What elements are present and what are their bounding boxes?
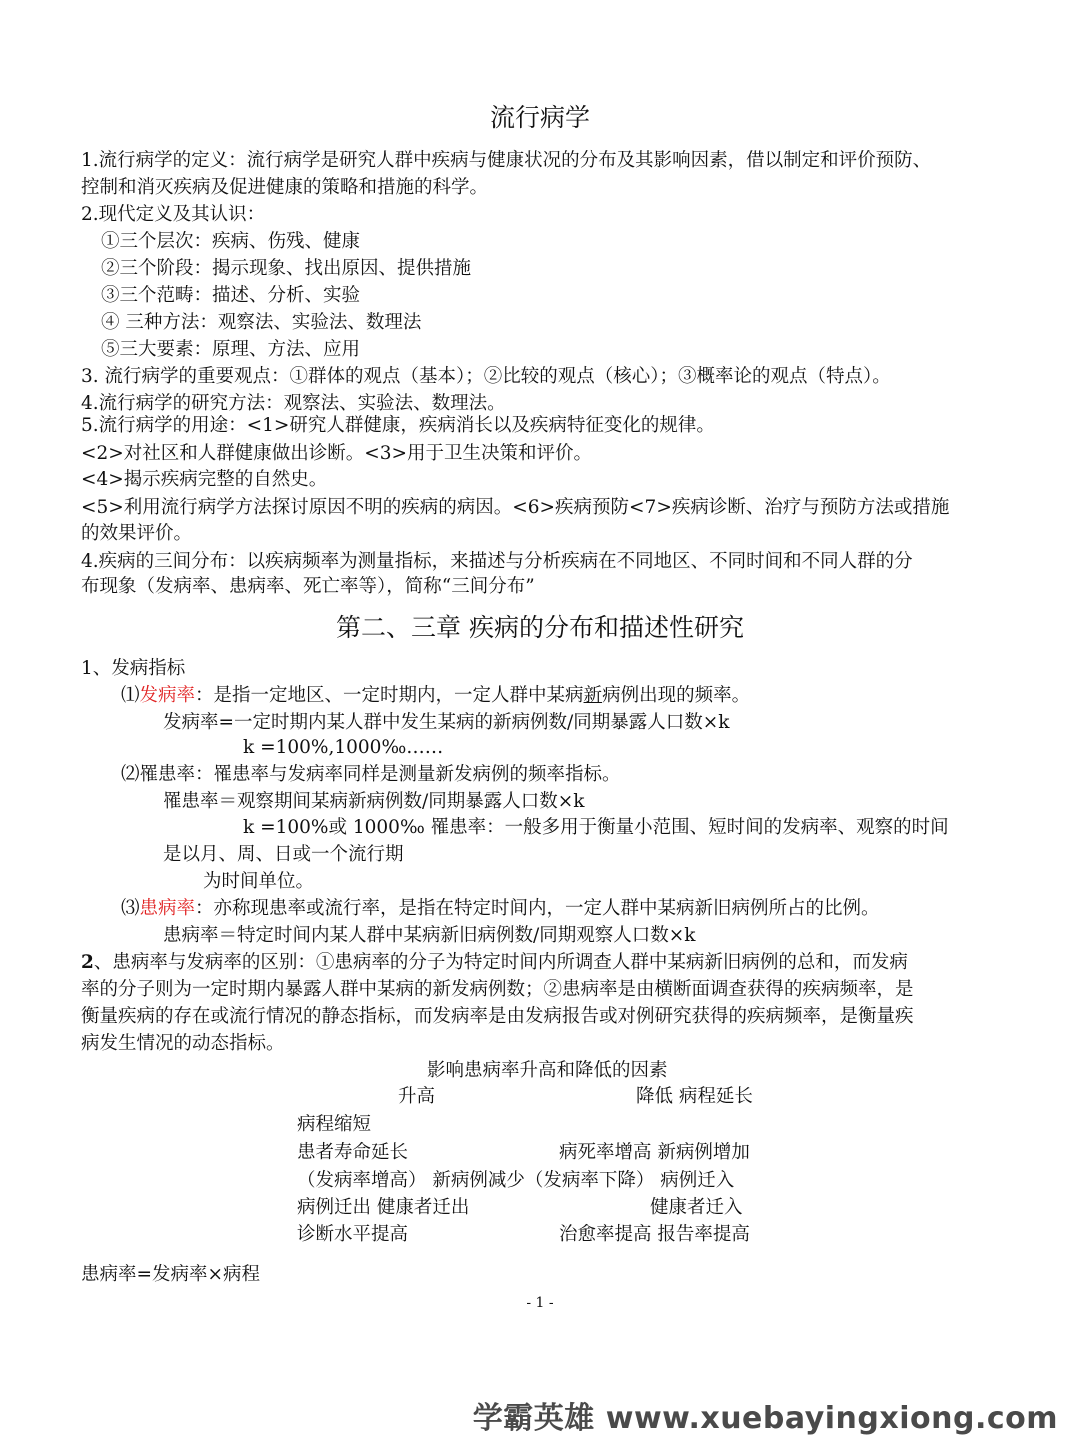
paragraph-difference-3: 衡量疾病的存在或流行情况的静态指标，而发病率是由发病报告或对例研究获得的疾病频率，是衡量疾	[81, 1006, 914, 1027]
paragraph-uses-4: <5>利用流行病学方法探讨原因不明的疾病的病因。<6>疾病预防<7>疾病诊断、治疗与预防方法或措施	[81, 497, 950, 518]
incidence-k: k =100%,1000‰……	[243, 737, 444, 758]
paragraph-distribution-cont: 布现象（发病率、患病率、死亡率等），简称“三间分布”	[81, 576, 535, 597]
attack-rate-unit: 为时间单位。	[203, 871, 315, 892]
prevalence-formula: 患病率＝特定时间内某人群中某病新旧病例数/同期观察人口数×k	[163, 925, 696, 946]
paragraph-uses-2: <2>对社区和人群健康做出诊断。<3>用于卫生决策和评价。	[81, 443, 593, 464]
paragraph-difference-4: 病发生情况的动态指标。	[81, 1033, 285, 1054]
page-title: 流行病学	[489, 103, 590, 132]
attack-rate-definition: ⑵罹患率：罹患率与发病率同样是测量新发病例的频率指标。	[121, 764, 621, 785]
paragraph-definition-cont: 控制和消灭疾病及促进健康的策略和措施的科学。	[81, 177, 489, 198]
prevalence-definition	[121, 896, 880, 922]
factor-item: 病死率增高 新病例增加	[559, 1142, 750, 1163]
factors-header-up: 升高	[398, 1086, 436, 1107]
relation-formula: 患病率=发病率×病程	[81, 1264, 261, 1285]
incidence-definition	[121, 683, 750, 709]
attack-rate-formula: 罹患率＝观察期间某病新病例数/同期暴露人口数×k	[163, 791, 585, 812]
paragraph-distribution: 4.疾病的三间分布：以疾病频率为测量指标，来描述与分析疾病在不同地区、不同时间和不同人群的分	[81, 551, 913, 572]
term-incidence: 发病率	[139, 685, 196, 706]
page-number: - 1 -	[526, 1295, 554, 1311]
list-item: ⑤三大要素：原理、方法、应用	[101, 339, 361, 360]
list-item: ②三个阶段：揭示现象、找出原因、提供措施	[101, 258, 472, 279]
chapter-title: 第二、三章 疾病的分布和描述性研究	[336, 613, 744, 642]
list-marker: ⑴	[121, 685, 140, 706]
factor-item: 病程缩短	[297, 1114, 372, 1135]
heading-incidence-indicators: 1、发病指标	[81, 658, 186, 679]
paragraph-definition: 1.流行病学的定义：流行病学是研究人群中疾病与健康状况的分布及其影响因素，借以制定和评价预防、	[81, 150, 932, 171]
factor-item: 病例迁出 健康者迁出	[297, 1197, 470, 1218]
attack-rate-cont: 是以月、周、日或一个流行期	[163, 844, 404, 865]
definition-text: ：亦称现患率或流行率，是指在特定时间内，一定人群中某病新旧病例所占的比例。	[195, 898, 880, 919]
paragraph-uses-5: 的效果评价。	[81, 523, 193, 544]
definition-text: ：是指一定地区、一定时期内，一定人群中某病	[195, 685, 584, 706]
section-number: 2	[81, 952, 94, 973]
factor-item: 患者寿命延长	[297, 1142, 409, 1163]
watermark: 学霸英雄 www.xuebayingxiong.com	[472, 1401, 1058, 1436]
factor-item: （发病率增高） 新病例减少（发病率下降） 病例迁入	[297, 1170, 735, 1191]
incidence-formula: 发病率=一定时期内某人群中发生某病的新病例数/同期暴露人口数×k	[163, 712, 730, 733]
paragraph-uses-3: <4>揭示疾病完整的自然史。	[81, 469, 328, 490]
factor-item: 健康者迁入	[650, 1197, 743, 1218]
list-marker: ⑶	[121, 898, 140, 919]
definition-text: 病例出现的频率。	[602, 685, 751, 706]
factor-item: 诊断水平提高	[297, 1224, 409, 1245]
paragraph-difference-2: 率的分子则为一定时期内暴露人群中某病的新发病例数；②患病率是由横断面调查获得的疾病频率，是	[81, 979, 914, 1000]
underlined-word: 新	[583, 685, 603, 706]
factors-header-down: 降低 病程延长	[636, 1086, 753, 1107]
difference-text: 、患病率与发病率的区别：①患病率的分子为特定时间内所调查人群中某病新旧病例的总和，而发病	[93, 952, 908, 973]
paragraph-viewpoints: 3. 流行病学的重要观点：①群体的观点（基本）；②比较的观点（核心）；③概率论的观点（特点）。	[81, 366, 891, 387]
term-prevalence: 患病率	[139, 898, 196, 919]
paragraph-methods: 4.流行病学的研究方法：观察法、实验法、数理法。	[81, 393, 506, 414]
heading-modern-definition: 2.现代定义及其认识：	[81, 204, 266, 225]
list-item: ④ 三种方法：观察法、实验法、数理法	[101, 312, 422, 333]
paragraph-difference	[81, 950, 908, 976]
list-item: ③三个范畴：描述、分析、实验	[101, 285, 361, 306]
factors-title: 影响患病率升高和降低的因素	[427, 1060, 668, 1081]
factor-item: 治愈率提高 报告率提高	[559, 1224, 750, 1245]
paragraph-uses: 5.流行病学的用途：<1>研究人群健康，疾病消长以及疾病特征变化的规律。	[81, 415, 715, 436]
list-item: ①三个层次：疾病、伤残、健康	[101, 231, 361, 252]
attack-rate-k: k =100%或 1000‰ 罹患率：一般多用于衡量小范围、短时间的发病率、观察的时间	[243, 817, 949, 838]
